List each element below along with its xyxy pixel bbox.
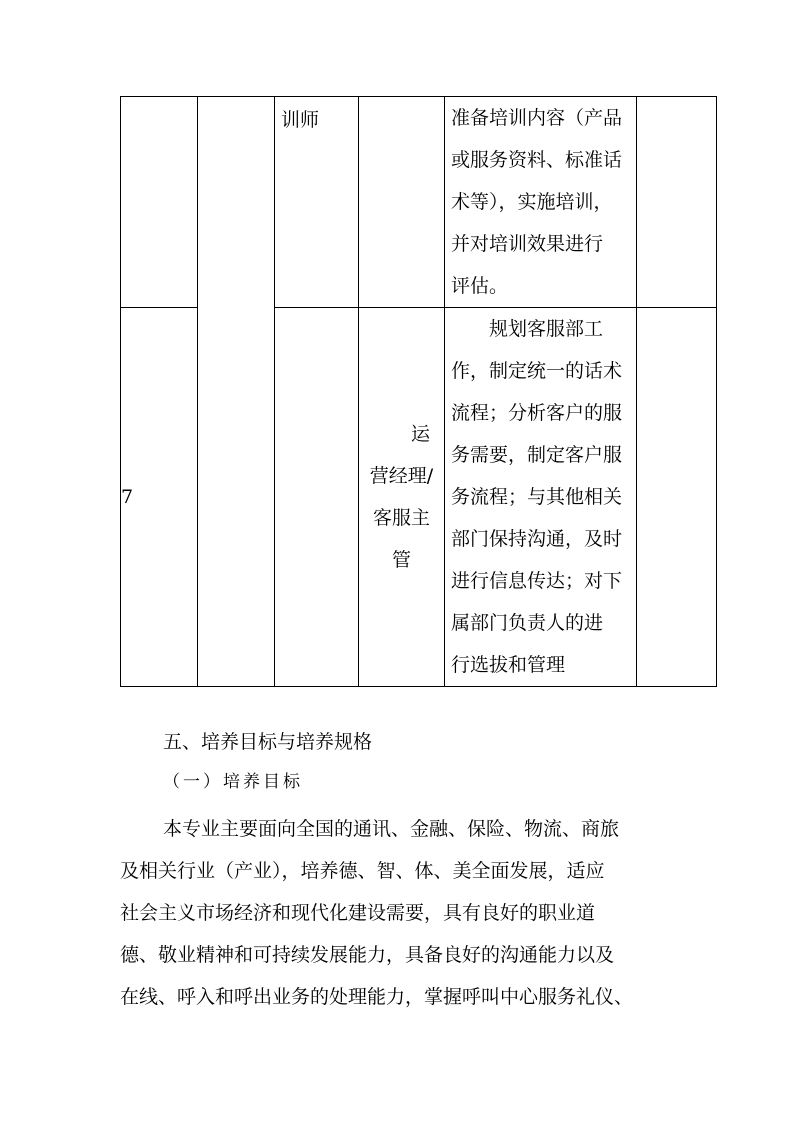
position-cell-2 xyxy=(359,308,445,687)
duty-line: 并对培训效果进行 xyxy=(451,233,604,255)
duty-text xyxy=(445,97,636,307)
remark-cell xyxy=(637,97,717,308)
category-cell xyxy=(198,97,275,687)
position-cell-2 xyxy=(359,97,445,308)
position-cell xyxy=(275,97,359,308)
position-line: 营经理/ xyxy=(369,465,434,487)
duty-line: 务流程；与其他相关 xyxy=(451,486,623,508)
number-cell xyxy=(121,97,198,308)
duty-line: 准备培训内容（产品 xyxy=(451,107,623,129)
position-line: 客服主 xyxy=(372,507,430,529)
duty-cell xyxy=(445,97,637,308)
duty-line: 或服务资料、标准话 xyxy=(451,149,623,171)
duty-line: 务需要，制定客户服 xyxy=(451,444,623,466)
paragraph-line: 在线、呼入和呼出业务的处理能力，掌握呼叫中心服务礼仪、 xyxy=(120,986,634,1008)
duty-line: 部门保持沟通，及时 xyxy=(451,528,623,550)
duty-line: 属部门负责人的进 xyxy=(451,612,604,634)
subsection-heading: （一）培养目标 xyxy=(163,772,303,792)
position-text: 训师 xyxy=(281,109,320,131)
position-cell xyxy=(275,308,359,687)
position-line: 运 xyxy=(410,423,430,445)
table-row xyxy=(121,97,717,308)
paragraph-line: 德、敬业精神和可持续发展能力，具备良好的沟通能力以及 xyxy=(120,944,615,966)
paragraph-line: 及相关行业（产业），培养德、智、体、美全面发展，适应 xyxy=(120,860,605,882)
duty-text xyxy=(445,308,636,686)
duty-line: 流程；分析客户的服 xyxy=(451,402,623,424)
duty-line: 规划客服部工 xyxy=(489,318,604,340)
job-table xyxy=(120,96,717,687)
row-number: 7 xyxy=(121,486,134,508)
paragraph-line: 社会主义市场经济和现代化建设需要，具有良好的职业道 xyxy=(120,902,596,924)
duty-line: 评估。 xyxy=(451,275,509,297)
body-paragraph xyxy=(120,808,680,1018)
duty-line: 术等），实施培训， xyxy=(451,191,613,213)
duty-line: 进行信息传达；对下 xyxy=(451,570,623,592)
duty-cell xyxy=(445,308,637,687)
remark-cell xyxy=(637,308,717,687)
section-heading: 五、培养目标与培养规格 xyxy=(163,731,373,753)
position-line: 管 xyxy=(391,549,411,571)
paragraph-line: 本专业主要面向全国的通讯、金融、保险、物流、商旅 xyxy=(163,818,620,840)
number-cell xyxy=(121,308,198,687)
duty-line: 行选拔和管理 xyxy=(451,654,566,676)
duty-line: 作，制定统一的话术 xyxy=(451,360,623,382)
